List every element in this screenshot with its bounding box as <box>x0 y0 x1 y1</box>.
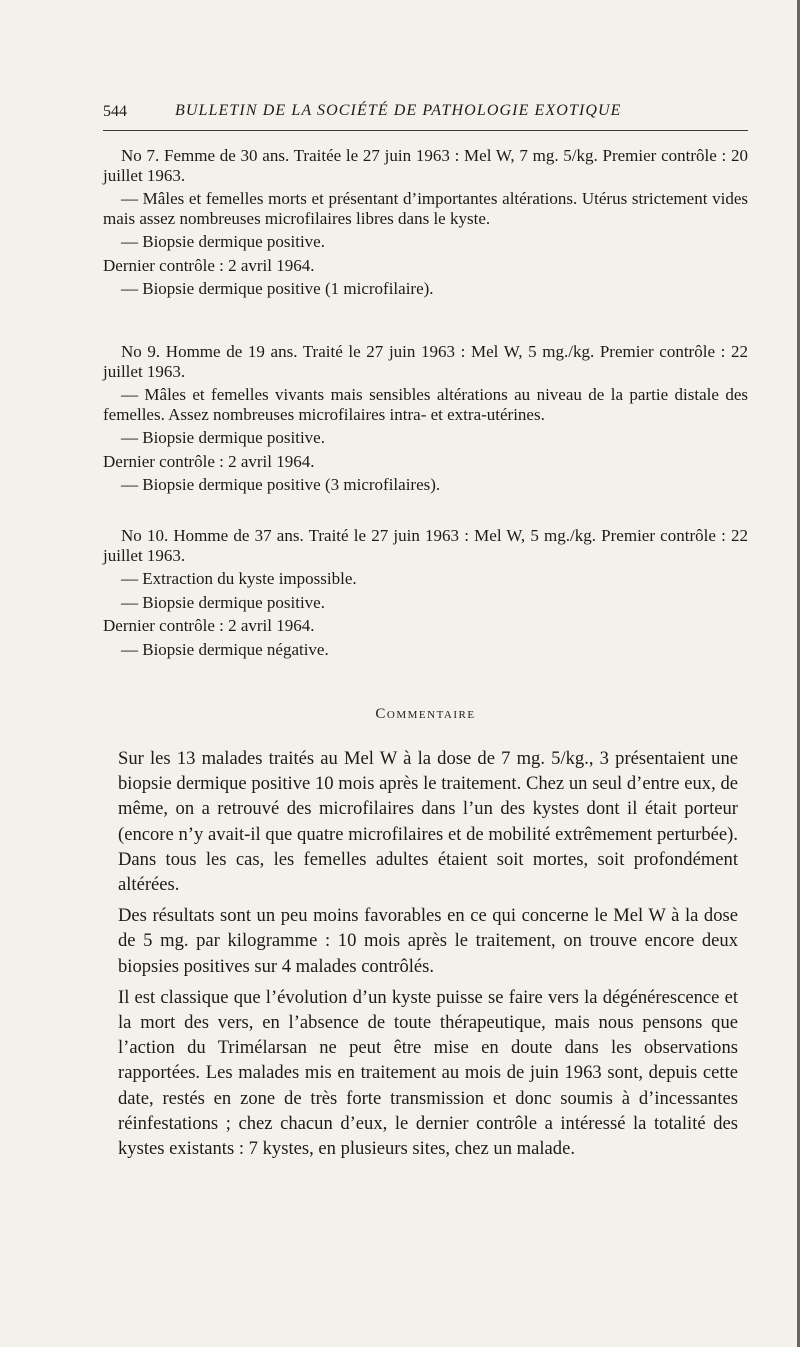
section-title: Commentaire <box>375 706 476 722</box>
observation-finding: — Biopsie dermique positive. <box>121 592 325 612</box>
commentary-paragraph: Sur les 13 malades traités au Mel W à la dose de 7 mg. 5/kg., 3 présentaient une biopsie dermique positive 10 mois après le traitement. Chez un seul d’entre eux, de même, on a retrouvé des microfilaires dans l’un des kystes dont il était porteur (encore n’y avait-il que quatre microfilaires et de mobilité extrêmement perturbée). Dans tous les cas, les femelles adultes étaient soit mortes, soit profondément altérées. <box>118 748 738 896</box>
observation-heading: No 9. Homme de 19 ans. Traité le 27 juin 1963 : Mel W, 5 mg./kg. Premier contrôle : 22 juillet 1963. <box>103 342 748 381</box>
journal-title: BULLETIN DE LA SOCIÉTÉ DE PATHOLOGIE EXOTIQUE <box>175 102 622 119</box>
observation-finding: — Mâles et femelles vivants mais sensibles altérations au niveau de la partie distale des femelles. Assez nombreuses microfilaires intra- et extra-utérines. <box>103 385 748 424</box>
commentary-paragraph: Des résultats sont un peu moins favorables en ce qui concerne le Mel W à la dose de 5 mg. par kilogramme : 10 mois après le traitement, on trouve encore deux biopsies positives sur 4 malades contrôlés. <box>118 905 738 977</box>
header-rule <box>103 130 748 131</box>
page-header <box>103 100 748 128</box>
page-number: 544 <box>103 103 127 120</box>
observation-finding: — Mâles et femelles morts et présentant d’importantes altérations. Utérus strictement vides mais assez nombreuses microfilaires libres dans le kyste. <box>103 189 748 228</box>
observation-finding: — Biopsie dermique positive. <box>121 232 325 251</box>
observation-finding: — Biopsie dermique positive (3 microfilaires). <box>121 475 441 494</box>
commentary-paragraph: Il est classique que l’évolution d’un kyste puisse se faire vers la dégénérescence et la mort des vers, en l’absence de toute thérapeutique, mais nous pensons que l’action du Trimélarsan ne peut être mise en doute dans les observations rapportées. Les malades mis en traitement au mois de juin 1963 sont, depuis cette date, restés en zone de très forte transmission et donc soumis à d’incessantes réinfestations ; chez chacun d’eux, le dernier contrôle a intéressé la totalité des kystes existants : 7 kystes, en plusieurs sites, chez un malade. <box>118 986 738 1160</box>
observation-heading: No 7. Femme de 30 ans. Traitée le 27 juin 1963 : Mel W, 7 mg. 5/kg. Premier contrôle : 20 juillet 1963. <box>103 146 748 185</box>
observation-finding: — Biopsie dermique positive. <box>121 428 325 447</box>
observation-finding: — Biopsie dermique positive (1 microfilaire). <box>121 279 434 298</box>
last-control: Dernier contrôle : 2 avril 1964. <box>103 616 315 635</box>
observation-finding: — Biopsie dermique négative. <box>121 639 329 659</box>
observation-9 <box>103 342 748 495</box>
last-control: Dernier contrôle : 2 avril 1964. <box>103 451 315 471</box>
last-control: Dernier contrôle : 2 avril 1964. <box>103 255 315 275</box>
observation-finding: — Extraction du kyste impossible. <box>121 569 357 588</box>
observation-heading: No 10. Homme de 37 ans. Traité le 27 juin 1963 : Mel W, 5 mg./kg. Premier contrôle : 22 juillet 1963. <box>103 526 748 565</box>
commentary-body <box>118 746 738 1167</box>
observation-10 <box>103 526 748 659</box>
observation-7 <box>103 146 748 299</box>
